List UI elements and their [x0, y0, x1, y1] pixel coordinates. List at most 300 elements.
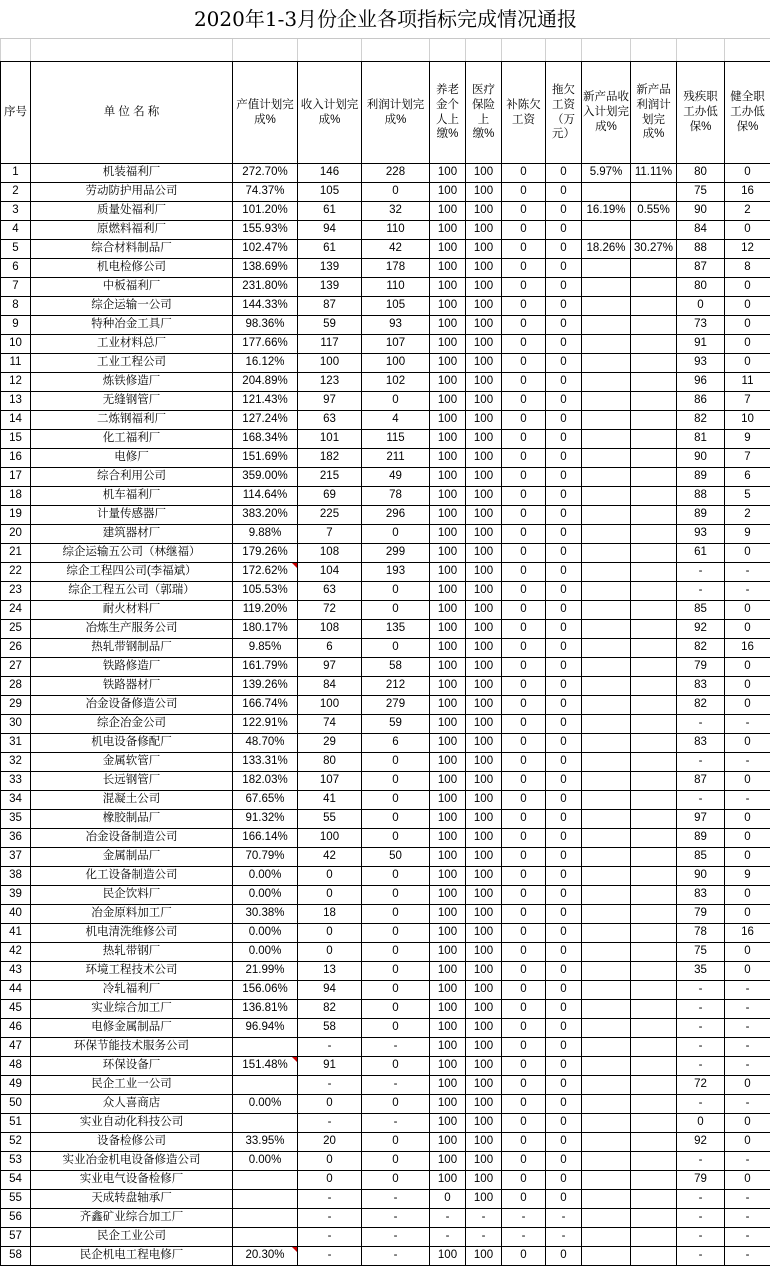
- cell-unit-name: 混凝土公司: [31, 791, 233, 810]
- cell-profit: 0: [362, 1095, 430, 1114]
- cell-new-product-income: [582, 1038, 631, 1057]
- cell-output: [233, 1190, 298, 1209]
- cell-medical: 100: [466, 183, 502, 202]
- cell-profit: 102: [362, 373, 430, 392]
- cell-seq: 2: [1, 183, 31, 202]
- cell-profit: 0: [362, 1171, 430, 1190]
- header-new-product-profit: 新产品利润计划完成%: [631, 62, 677, 164]
- cell-medical: -: [466, 1228, 502, 1247]
- cell-income: 58: [298, 1019, 362, 1038]
- cell-new-product-income: [582, 696, 631, 715]
- table-row: [1, 582, 770, 601]
- cell-healthy: 12: [725, 240, 770, 259]
- cell-disabled: 88: [677, 487, 725, 506]
- cell-new-product-income: [582, 639, 631, 658]
- cell-new-product-profit: [631, 411, 677, 430]
- cell-income: 117: [298, 335, 362, 354]
- cell-profit: 50: [362, 848, 430, 867]
- cell-new-product-income: [582, 449, 631, 468]
- cell-medical: 100: [466, 620, 502, 639]
- cell-output: 383.20%: [233, 506, 298, 525]
- cell-arrears: 0: [546, 601, 582, 620]
- cell-healthy: 0: [725, 620, 770, 639]
- cell-back-wage: 0: [502, 848, 546, 867]
- cell-healthy: -: [725, 1019, 770, 1038]
- cell-medical: 100: [466, 354, 502, 373]
- cell-new-product-income: [582, 506, 631, 525]
- cell-profit: 59: [362, 715, 430, 734]
- cell-output: 144.33%: [233, 297, 298, 316]
- cell-disabled: -: [677, 1190, 725, 1209]
- table-row: [1, 487, 770, 506]
- table-row: [1, 221, 770, 240]
- cell-back-wage: 0: [502, 962, 546, 981]
- cell-medical: 100: [466, 677, 502, 696]
- cell-pension: 100: [430, 620, 466, 639]
- cell-pension: 100: [430, 1057, 466, 1076]
- cell-medical: 100: [466, 1038, 502, 1057]
- table-row: [1, 620, 770, 639]
- cell-pension: 100: [430, 658, 466, 677]
- cell-profit: 296: [362, 506, 430, 525]
- cell-new-product-profit: [631, 1114, 677, 1133]
- cell-medical: 100: [466, 240, 502, 259]
- cell-medical: 100: [466, 411, 502, 430]
- cell-disabled: 80: [677, 278, 725, 297]
- cell-disabled: -: [677, 981, 725, 1000]
- cell-arrears: 0: [546, 240, 582, 259]
- cell-new-product-income: [582, 468, 631, 487]
- cell-profit: 42: [362, 240, 430, 259]
- cell-income: 215: [298, 468, 362, 487]
- cell-disabled: 90: [677, 449, 725, 468]
- cell-disabled: 93: [677, 525, 725, 544]
- cell-arrears: 0: [546, 981, 582, 1000]
- cell-income: 0: [298, 867, 362, 886]
- cell-medical: 100: [466, 772, 502, 791]
- cell-profit: 6: [362, 734, 430, 753]
- cell-new-product-profit: [631, 1076, 677, 1095]
- cell-profit: 0: [362, 772, 430, 791]
- cell-healthy: 2: [725, 202, 770, 221]
- cell-new-product-profit: [631, 753, 677, 772]
- cell-output: 33.95%: [233, 1133, 298, 1152]
- cell-pension: 100: [430, 734, 466, 753]
- cell-unit-name: 热轧带钢厂: [31, 943, 233, 962]
- table-row: [1, 164, 770, 183]
- cell-arrears: 0: [546, 1095, 582, 1114]
- cell-income: -: [298, 1209, 362, 1228]
- cell-seq: 24: [1, 601, 31, 620]
- cell-new-product-profit: [631, 867, 677, 886]
- cell-pension: 100: [430, 563, 466, 582]
- cell-disabled: -: [677, 563, 725, 582]
- cell-new-product-profit: [631, 563, 677, 582]
- cell-output: 21.99%: [233, 962, 298, 981]
- cell-healthy: 7: [725, 449, 770, 468]
- cell-disabled: 61: [677, 544, 725, 563]
- cell-new-product-profit: [631, 468, 677, 487]
- cell-output: 139.26%: [233, 677, 298, 696]
- cell-medical: 100: [466, 487, 502, 506]
- cell-profit: 0: [362, 886, 430, 905]
- cell-medical: 100: [466, 1171, 502, 1190]
- cell-seq: 41: [1, 924, 31, 943]
- cell-disabled: 0: [677, 1114, 725, 1133]
- cell-pension: 100: [430, 259, 466, 278]
- cell-new-product-income: [582, 1228, 631, 1247]
- cell-arrears: 0: [546, 962, 582, 981]
- cell-healthy: 0: [725, 1076, 770, 1095]
- cell-medical: 100: [466, 582, 502, 601]
- cell-back-wage: 0: [502, 658, 546, 677]
- cell-unit-name: 二炼钢福利厂: [31, 411, 233, 430]
- cell-pension: 100: [430, 525, 466, 544]
- cell-output: 155.93%: [233, 221, 298, 240]
- cell-seq: 42: [1, 943, 31, 962]
- table-row: [1, 696, 770, 715]
- cell-back-wage: 0: [502, 544, 546, 563]
- cell-income: 100: [298, 696, 362, 715]
- cell-pension: 100: [430, 1171, 466, 1190]
- table-row: [1, 183, 770, 202]
- cell-new-product-income: [582, 316, 631, 335]
- cell-pension: 100: [430, 1247, 466, 1266]
- cell-new-product-income: [582, 1000, 631, 1019]
- cell-pension: 100: [430, 164, 466, 183]
- cell-new-product-income: [582, 867, 631, 886]
- cell-income: 61: [298, 240, 362, 259]
- cell-pension: 100: [430, 981, 466, 1000]
- cell-seq: 44: [1, 981, 31, 1000]
- cell-healthy: 8: [725, 259, 770, 278]
- header-income: 收入计划完成%: [298, 62, 362, 164]
- cell-back-wage: 0: [502, 202, 546, 221]
- cell-disabled: 82: [677, 696, 725, 715]
- cell-medical: 100: [466, 981, 502, 1000]
- cell-output: [233, 1076, 298, 1095]
- cell-seq: 25: [1, 620, 31, 639]
- cell-disabled: 90: [677, 202, 725, 221]
- cell-seq: 9: [1, 316, 31, 335]
- cell-income: 91: [298, 1057, 362, 1076]
- cell-profit: 0: [362, 392, 430, 411]
- cell-output: 114.64%: [233, 487, 298, 506]
- cell-medical: 100: [466, 791, 502, 810]
- cell-healthy: 0: [725, 221, 770, 240]
- cell-seq: 12: [1, 373, 31, 392]
- cell-output: [233, 1209, 298, 1228]
- cell-unit-name: 机电检修公司: [31, 259, 233, 278]
- cell-output: [233, 1171, 298, 1190]
- cell-healthy: 0: [725, 335, 770, 354]
- cell-arrears: 0: [546, 829, 582, 848]
- cell-new-product-income: [582, 411, 631, 430]
- cell-output: 182.03%: [233, 772, 298, 791]
- cell-profit: -: [362, 1228, 430, 1247]
- cell-disabled: 83: [677, 734, 725, 753]
- cell-pension: 100: [430, 1133, 466, 1152]
- cell-new-product-income: [582, 753, 631, 772]
- header-unit: 单 位 名 称: [31, 62, 233, 164]
- cell-arrears: 0: [546, 354, 582, 373]
- cell-healthy: 6: [725, 468, 770, 487]
- cell-arrears: 0: [546, 449, 582, 468]
- cell-seq: 36: [1, 829, 31, 848]
- cell-profit: 0: [362, 1152, 430, 1171]
- cell-new-product-income: [582, 1076, 631, 1095]
- table-row: [1, 848, 770, 867]
- cell-medical: 100: [466, 696, 502, 715]
- cell-seq: 33: [1, 772, 31, 791]
- cell-income: 41: [298, 791, 362, 810]
- cell-new-product-profit: [631, 297, 677, 316]
- cell-profit: 105: [362, 297, 430, 316]
- cell-unit-name: 无缝钢管厂: [31, 392, 233, 411]
- cell-new-product-income: [582, 487, 631, 506]
- cell-new-product-income: [582, 430, 631, 449]
- cell-new-product-income: [582, 373, 631, 392]
- table-row: [1, 981, 770, 1000]
- cell-back-wage: 0: [502, 620, 546, 639]
- cell-healthy: -: [725, 1190, 770, 1209]
- cell-disabled: 79: [677, 905, 725, 924]
- cell-seq: 1: [1, 164, 31, 183]
- cell-new-product-profit: [631, 1019, 677, 1038]
- cell-output: 9.85%: [233, 639, 298, 658]
- cell-unit-name: 环保节能技术服务公司: [31, 1038, 233, 1057]
- cell-back-wage: 0: [502, 259, 546, 278]
- cell-unit-name: 实业冶金机电设备修造公司: [31, 1152, 233, 1171]
- cell-profit: 110: [362, 221, 430, 240]
- cell-new-product-income: [582, 734, 631, 753]
- table-row: [1, 297, 770, 316]
- cell-new-product-profit: [631, 506, 677, 525]
- cell-medical: -: [466, 1209, 502, 1228]
- cell-new-product-profit: [631, 620, 677, 639]
- cell-back-wage: 0: [502, 506, 546, 525]
- cell-unit-name: 齐鑫矿业综合加工厂: [31, 1209, 233, 1228]
- cell-output: 121.43%: [233, 392, 298, 411]
- cell-disabled: 80: [677, 164, 725, 183]
- cell-output: 127.24%: [233, 411, 298, 430]
- cell-unit-name: 热轧带钢制品厂: [31, 639, 233, 658]
- cell-profit: 193: [362, 563, 430, 582]
- cell-disabled: 84: [677, 221, 725, 240]
- cell-profit: 0: [362, 1057, 430, 1076]
- cell-back-wage: 0: [502, 715, 546, 734]
- cell-new-product-profit: [631, 544, 677, 563]
- cell-back-wage: 0: [502, 677, 546, 696]
- cell-output: 122.91%: [233, 715, 298, 734]
- cell-back-wage: 0: [502, 183, 546, 202]
- cell-new-product-profit: [631, 943, 677, 962]
- cell-unit-name: 化工设备制造公司: [31, 867, 233, 886]
- cell-profit: 0: [362, 867, 430, 886]
- cell-unit-name: 冶炼生产服务公司: [31, 620, 233, 639]
- table-row: [1, 335, 770, 354]
- cell-profit: 178: [362, 259, 430, 278]
- cell-new-product-profit: [631, 1038, 677, 1057]
- cell-seq: 37: [1, 848, 31, 867]
- cell-unit-name: 综合材料制品厂: [31, 240, 233, 259]
- cell-new-product-income: [582, 335, 631, 354]
- cell-back-wage: 0: [502, 772, 546, 791]
- cell-back-wage: 0: [502, 316, 546, 335]
- table-row: [1, 1095, 770, 1114]
- cell-disabled: 81: [677, 430, 725, 449]
- cell-new-product-profit: [631, 582, 677, 601]
- cell-seq: 34: [1, 791, 31, 810]
- cell-profit: 0: [362, 905, 430, 924]
- table-row: [1, 1076, 770, 1095]
- cell-seq: 22: [1, 563, 31, 582]
- cell-back-wage: 0: [502, 905, 546, 924]
- cell-output: 166.14%: [233, 829, 298, 848]
- cell-healthy: 0: [725, 829, 770, 848]
- cell-back-wage: 0: [502, 791, 546, 810]
- cell-back-wage: 0: [502, 601, 546, 620]
- cell-medical: 100: [466, 259, 502, 278]
- cell-new-product-profit: [631, 924, 677, 943]
- cell-income: 139: [298, 278, 362, 297]
- cell-profit: -: [362, 1114, 430, 1133]
- cell-medical: 100: [466, 1076, 502, 1095]
- cell-unit-name: 民企工业一公司: [31, 1076, 233, 1095]
- table-row: [1, 715, 770, 734]
- cell-output: 177.66%: [233, 335, 298, 354]
- cell-disabled: 89: [677, 829, 725, 848]
- cell-arrears: 0: [546, 316, 582, 335]
- cell-profit: 299: [362, 544, 430, 563]
- cell-disabled: 35: [677, 962, 725, 981]
- cell-new-product-profit: [631, 525, 677, 544]
- cell-medical: 100: [466, 734, 502, 753]
- cell-pension: 100: [430, 905, 466, 924]
- table-row: [1, 1019, 770, 1038]
- cell-seq: 58: [1, 1247, 31, 1266]
- cell-pension: 100: [430, 772, 466, 791]
- cell-healthy: 2: [725, 506, 770, 525]
- cell-new-product-income: [582, 848, 631, 867]
- cell-arrears: 0: [546, 487, 582, 506]
- cell-income: -: [298, 1038, 362, 1057]
- cell-output: [233, 1114, 298, 1133]
- cell-arrears: 0: [546, 525, 582, 544]
- cell-profit: 135: [362, 620, 430, 639]
- cell-disabled: 88: [677, 240, 725, 259]
- cell-healthy: 0: [725, 772, 770, 791]
- cell-seq: 57: [1, 1228, 31, 1247]
- cell-back-wage: 0: [502, 240, 546, 259]
- cell-output: 0.00%: [233, 867, 298, 886]
- cell-arrears: 0: [546, 221, 582, 240]
- report-title: 2020年1-3月份企业各项指标完成情况通报: [1, 0, 770, 39]
- cell-new-product-profit: [631, 905, 677, 924]
- cell-output: 156.06%: [233, 981, 298, 1000]
- cell-arrears: 0: [546, 924, 582, 943]
- cell-arrears: 0: [546, 506, 582, 525]
- cell-output: 0.00%: [233, 943, 298, 962]
- cell-profit: 0: [362, 1133, 430, 1152]
- cell-pension: 100: [430, 1019, 466, 1038]
- cell-back-wage: 0: [502, 1247, 546, 1266]
- cell-pension: 100: [430, 753, 466, 772]
- cell-output: 172.62%: [233, 563, 298, 582]
- cell-income: 80: [298, 753, 362, 772]
- cell-healthy: 16: [725, 183, 770, 202]
- cell-new-product-income: [582, 943, 631, 962]
- cell-healthy: 0: [725, 696, 770, 715]
- cell-seq: 35: [1, 810, 31, 829]
- cell-medical: 100: [466, 335, 502, 354]
- cell-medical: 100: [466, 886, 502, 905]
- cell-disabled: 92: [677, 620, 725, 639]
- cell-seq: 29: [1, 696, 31, 715]
- cell-seq: 26: [1, 639, 31, 658]
- cell-pension: 100: [430, 278, 466, 297]
- cell-healthy: 16: [725, 924, 770, 943]
- cell-pension: 100: [430, 962, 466, 981]
- cell-new-product-income: [582, 1190, 631, 1209]
- cell-profit: 0: [362, 753, 430, 772]
- cell-back-wage: 0: [502, 1019, 546, 1038]
- table-row: [1, 905, 770, 924]
- cell-unit-name: 机电清洗维修公司: [31, 924, 233, 943]
- cell-unit-name: 民企饮料厂: [31, 886, 233, 905]
- cell-income: 61: [298, 202, 362, 221]
- cell-profit: -: [362, 1209, 430, 1228]
- table-row: [1, 525, 770, 544]
- cell-profit: 115: [362, 430, 430, 449]
- cell-pension: 100: [430, 829, 466, 848]
- cell-profit: 0: [362, 962, 430, 981]
- cell-output: 101.20%: [233, 202, 298, 221]
- cell-profit: 0: [362, 924, 430, 943]
- table-row: [1, 316, 770, 335]
- cell-pension: 100: [430, 696, 466, 715]
- cell-disabled: 87: [677, 259, 725, 278]
- cell-seq: 47: [1, 1038, 31, 1057]
- cell-seq: 53: [1, 1152, 31, 1171]
- cell-profit: 0: [362, 1000, 430, 1019]
- cell-new-product-profit: [631, 354, 677, 373]
- cell-seq: 23: [1, 582, 31, 601]
- cell-healthy: -: [725, 563, 770, 582]
- cell-disabled: -: [677, 1057, 725, 1076]
- cell-profit: 0: [362, 1019, 430, 1038]
- cell-disabled: 85: [677, 601, 725, 620]
- cell-back-wage: 0: [502, 1076, 546, 1095]
- cell-pension: 100: [430, 487, 466, 506]
- cell-new-product-profit: [631, 696, 677, 715]
- cell-arrears: 0: [546, 202, 582, 221]
- cell-healthy: 0: [725, 354, 770, 373]
- cell-disabled: -: [677, 1228, 725, 1247]
- cell-pension: 100: [430, 449, 466, 468]
- cell-income: 29: [298, 734, 362, 753]
- table-row: [1, 677, 770, 696]
- cell-profit: 279: [362, 696, 430, 715]
- cell-unit-name: 橡胶制品厂: [31, 810, 233, 829]
- cell-medical: 100: [466, 867, 502, 886]
- cell-pension: 100: [430, 373, 466, 392]
- cell-profit: -: [362, 1038, 430, 1057]
- table-row: [1, 411, 770, 430]
- cell-disabled: 91: [677, 335, 725, 354]
- cell-healthy: -: [725, 1247, 770, 1266]
- cell-back-wage: 0: [502, 1038, 546, 1057]
